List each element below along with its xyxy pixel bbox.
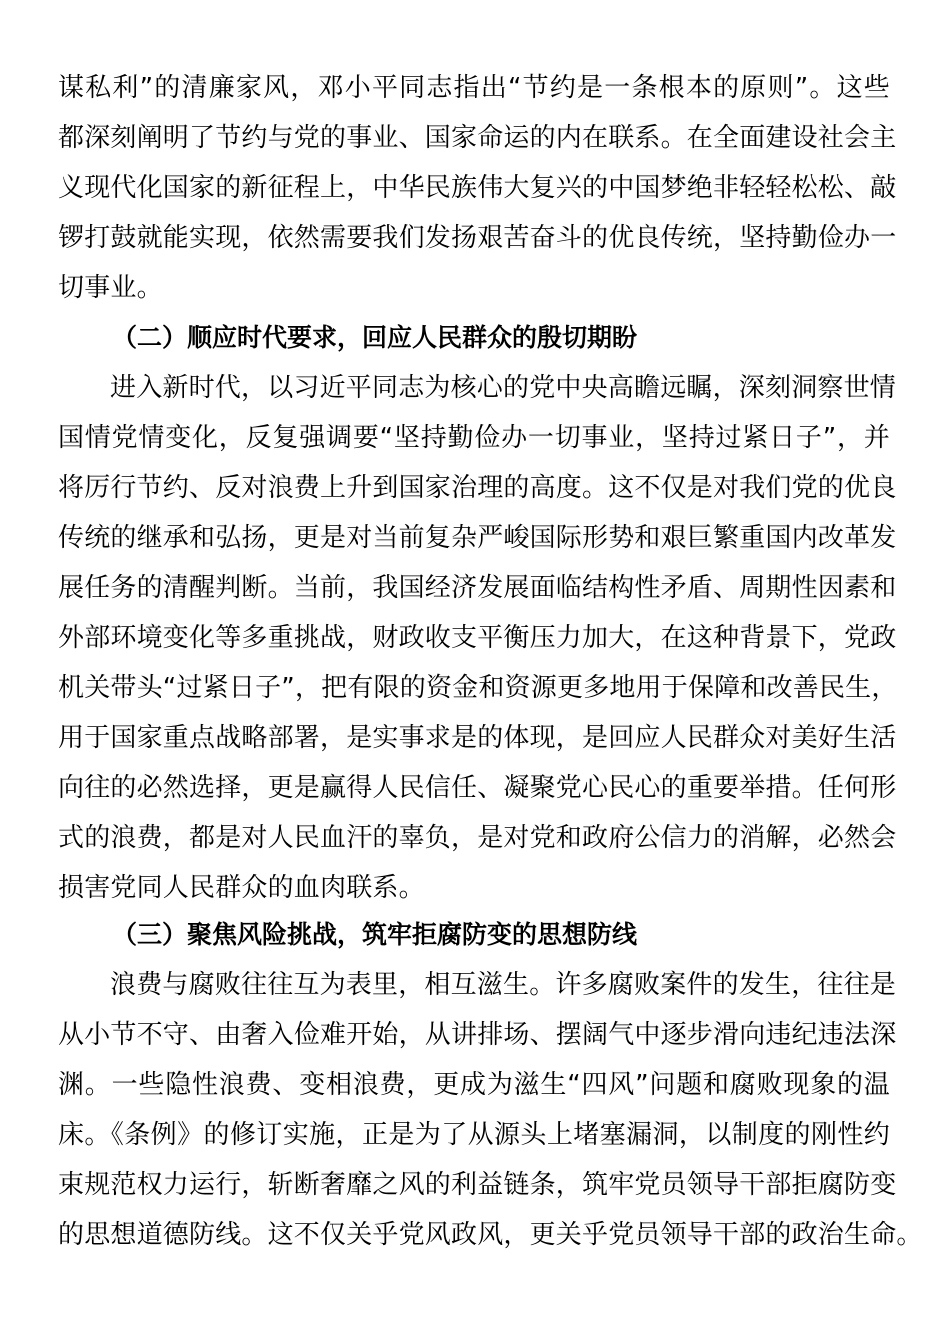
- paragraph-line: 的思想道德防线。这不仅关乎党风政风，更关乎党员领导干部的政治生命。: [58, 1220, 923, 1250]
- paragraph-line: 锣打鼓就能实现，依然需要我们发扬艰苦奋斗的优良传统，坚持勤俭办一: [58, 223, 897, 253]
- paragraph-line: 义现代化国家的新征程上，中华民族伟大复兴的中国梦绝非轻轻松松、敲: [58, 173, 897, 203]
- paragraph-line: 进入新时代，以习近平同志为核心的党中央高瞻远瞩，深刻洞察世情: [110, 373, 897, 403]
- paragraph-line: 向往的必然选择，更是赢得人民信任、凝聚党心民心的重要举措。任何形: [58, 773, 897, 803]
- paragraph-line: 式的浪费，都是对人民血汗的辜负，是对党和政府公信力的消解，必然会: [58, 823, 897, 853]
- paragraph-line: 从小节不守、由奢入俭难开始，从讲排场、摆阔气中逐步滑向违纪违法深: [58, 1020, 897, 1050]
- paragraph-line: 外部环境变化等多重挑战，财政收支平衡压力加大，在这种背景下，党政: [58, 623, 897, 653]
- paragraph-line: 用于国家重点战略部署，是实事求是的体现，是回应人民群众对美好生活: [58, 723, 897, 753]
- paragraph-line: 切事业。: [58, 273, 163, 303]
- paragraph-line: 都深刻阐明了节约与党的事业、国家命运的内在联系。在全面建设社会主: [58, 123, 897, 153]
- paragraph-line: 床。《条例》的修订实施，正是为了从源头上堵塞漏洞，以制度的刚性约: [58, 1120, 890, 1150]
- paragraph-line: 国情党情变化，反复强调要“坚持勤俭办一切事业，坚持过紧日子”，并: [58, 423, 890, 453]
- paragraph-line: 展任务的清醒判断。当前，我国经济发展面临结构性矛盾、周期性因素和: [58, 573, 897, 603]
- section-heading-2: （二）顺应时代要求，回应人民群众的殷切期盼: [112, 323, 638, 352]
- paragraph-line: 机关带头“过紧日子”，把有限的资金和资源更多地用于保障和改善民生，: [58, 673, 898, 703]
- paragraph-line: 谋私利”的清廉家风，邓小平同志指出“节约是一条根本的原则”。这些: [58, 73, 890, 103]
- paragraph-line: 传统的继承和弘扬，更是对当前复杂严峻国际形势和艰巨繁重国内改革发: [58, 523, 897, 553]
- paragraph-line: 损害党同人民群众的血肉联系。: [58, 873, 425, 903]
- paragraph-line: 浪费与腐败往往互为表里，相互滋生。许多腐败案件的发生，往往是: [110, 970, 897, 1000]
- paragraph-line: 将厉行节约、反对浪费上升到国家治理的高度。这不仅是对我们党的优良: [58, 473, 897, 503]
- section-heading-3: （三）聚焦风险挑战，筑牢拒腐防变的思想防线: [112, 920, 638, 949]
- paragraph-line: 束规范权力运行，斩断奢靡之风的利益链条，筑牢党员领导干部拒腐防变: [58, 1170, 897, 1200]
- paragraph-line: 渊。一些隐性浪费、变相浪费，更成为滋生“四风”问题和腐败现象的温: [58, 1070, 890, 1100]
